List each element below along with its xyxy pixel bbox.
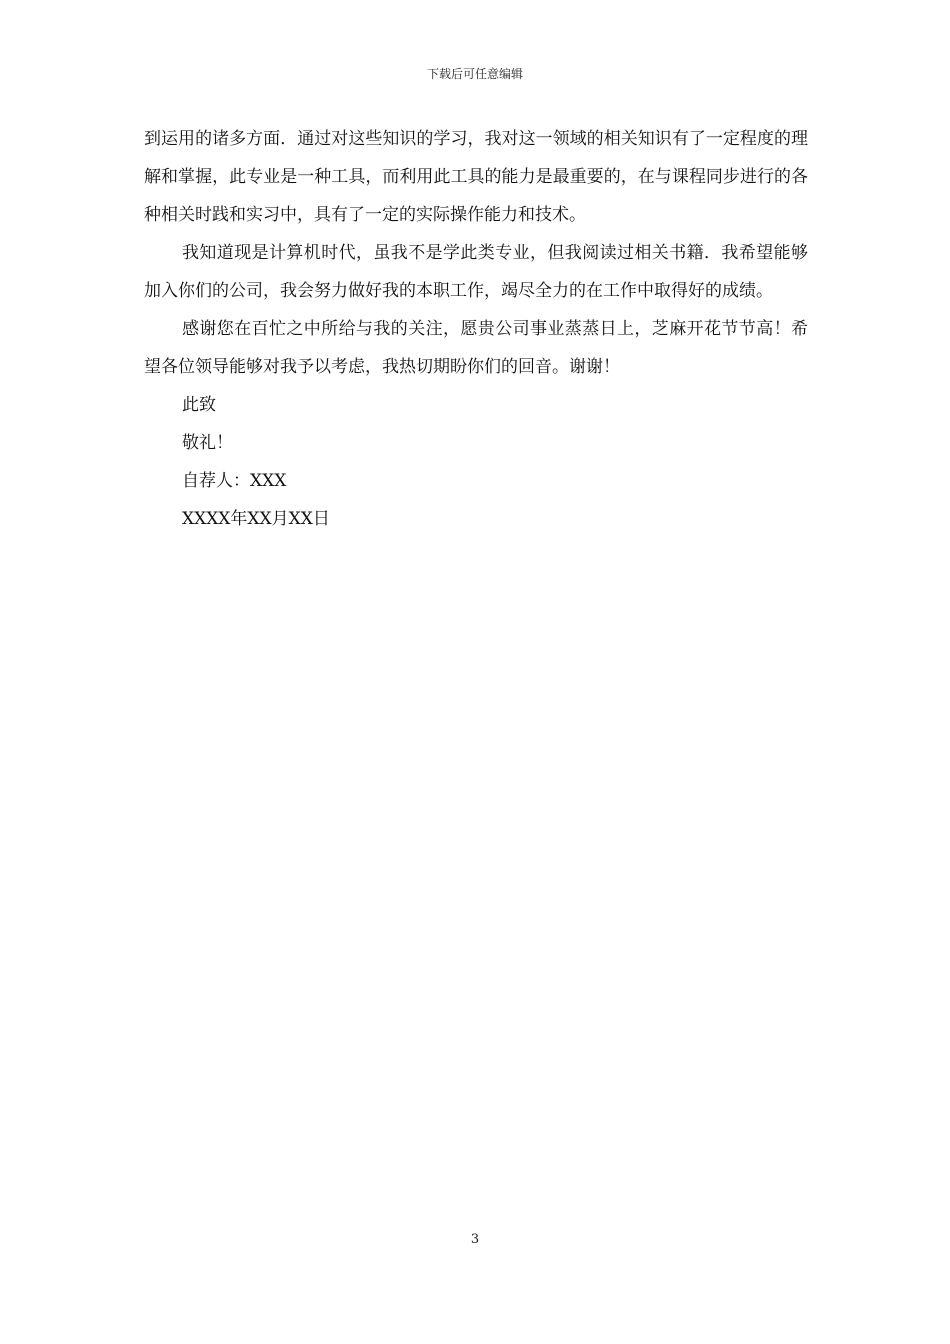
letter-body (144, 120, 808, 538)
paragraph-skills: 到运用的诸多方面．通过对这些知识的学习，我对这一领域的相关知识有了一定程度的理解和掌握，此专业是一种工具，而利用此工具的能力是最重要的，在与课程同步进行的各种相关时践和实习中，具有了一定的实际操作能力和技术。 (144, 129, 808, 225)
paragraph-thanks: 感谢您在百忙之中所给与我的关注，愿贵公司事业蒸蒸日上，芝麻开花节节高！希望各位领导能够对我予以考虑，我热切期盼你们的回音。谢谢！ (144, 319, 808, 377)
paragraph-motivation: 我知道现是计算机时代，虽我不是学此类专业，但我阅读过相关书籍．我希望能够加入你们的公司，我会努力做好我的本职工作，竭尽全力的在工作中取得好的成绩。 (144, 243, 808, 301)
header-note: 下载后可任意编辑 (426, 67, 523, 81)
letter-date: XXXX年XX月XX日 (182, 509, 330, 529)
signature: 自荐人：XXX (182, 471, 287, 491)
page-number: 3 (470, 1232, 480, 1247)
closing-salutation: 此致 (182, 395, 216, 415)
closing-regards: 敬礼！ (182, 433, 233, 453)
